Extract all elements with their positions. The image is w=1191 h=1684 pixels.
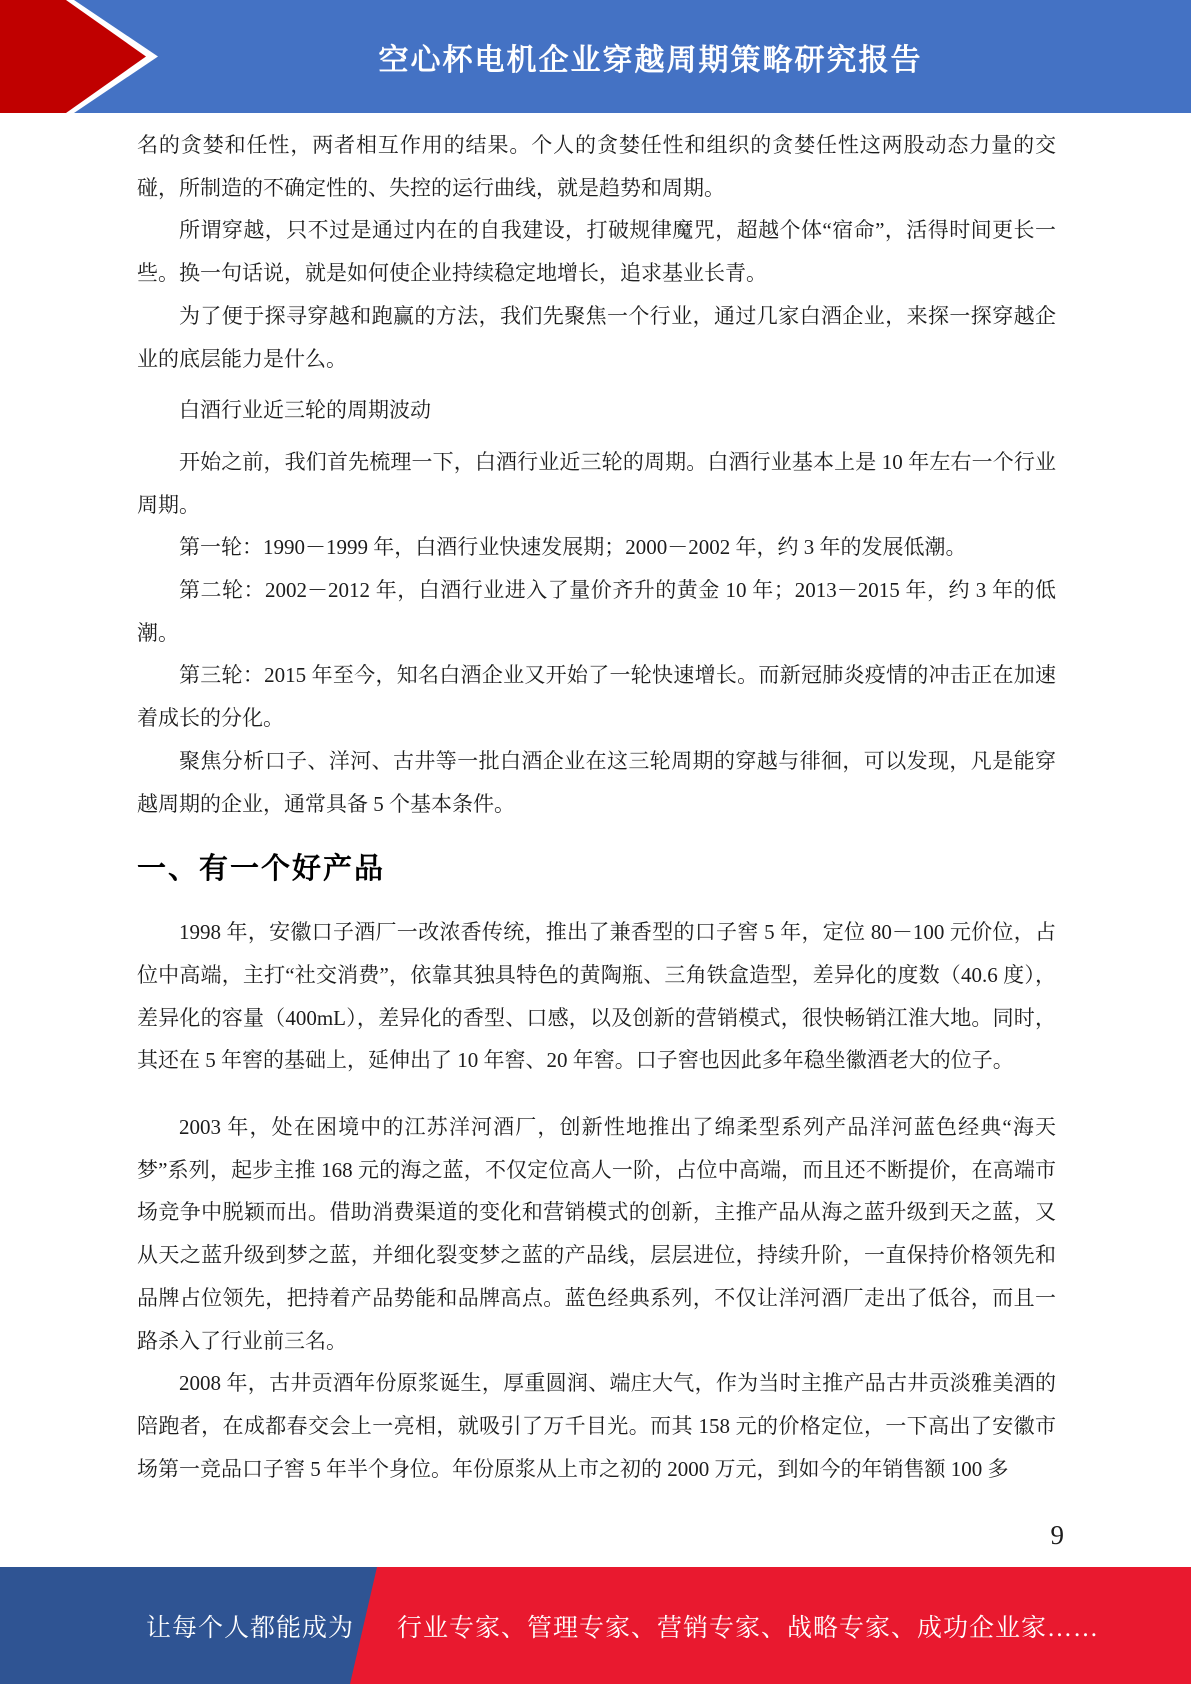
paragraph: 为了便于探寻穿越和跑赢的方法，我们先聚焦一个行业，通过几家白酒企业，来探一探穿越企业的底层能力是什么。 — [137, 303, 1056, 371]
paragraph: 开始之前，我们首先梳理一下，白酒行业近三轮的周期。白酒行业基本上是 10 年左右一个行业周期。 — [137, 449, 1056, 517]
header-banner — [0, 0, 1191, 113]
paragraph: 名的贪婪和任性，两者相互作用的结果。个人的贪婪任性和组织的贪婪任性这两股动态力量的交碰，所制造的不确定性的、失控的运行曲线，就是趋势和周期。 — [137, 133, 1056, 200]
report-title: 空心杯电机企业穿越周期策略研究报告 — [378, 43, 923, 77]
body-text — [137, 113, 1056, 1490]
footer-slogan-right: 行业专家、管理专家、营销专家、战略专家、成功企业家…… — [397, 1614, 1100, 1642]
paragraph: 聚焦分析口子、洋河、古井等一批白酒企业在这三轮周期的穿越与徘徊，可以发现，凡是能穿越周期的企业，通常具备 5 个基本条件。 — [137, 748, 1056, 816]
paragraph: 第二轮：2002－2012 年，白酒行业进入了量价齐升的黄金 10 年；2013－2015 年，约 3 年的低潮。 — [137, 578, 1056, 645]
paragraph: 2003 年，处在困境中的江苏洋河酒厂，创新性地推出了绵柔型系列产品洋河蓝色经典“海天梦”系列，起步主推 168 元的海之蓝，不仅定位高人一阶，占位中高端，而且还不断提价，在高端市场竞争中脱颖而出。借助消费渠道的变化和营销模式的创新，主推产品从海之蓝升级到天之蓝，又从天之蓝升级到梦之蓝，并细化裂变梦之蓝的产品线，层层进位，持续升阶，一直保持价格领先和品牌占位领先，把持着产品势能和品牌高点。蓝色经典系列，不仅让洋河酒厂走出了低谷，而且一路杀入了行业前三名。 — [137, 1115, 1056, 1353]
paragraph: 第一轮：1990－1999 年，白酒行业快速发展期；2000－2002 年，约 3 年的发展低潮。 — [179, 535, 967, 560]
section-label: 白酒行业近三轮的周期波动 — [179, 398, 431, 423]
red-arrow-icon — [0, 0, 170, 113]
paragraph: 第三轮：2015 年至今，知名白酒企业又开始了一轮快速增长。而新冠肺炎疫情的冲击正在加速着成长的分化。 — [137, 663, 1056, 731]
footer-slogan-left: 让每个人都能成为 — [146, 1614, 355, 1642]
footer-banner — [0, 1567, 1191, 1684]
page-number: 9 — [1050, 1520, 1064, 1550]
paragraph: 所谓穿越，只不过是通过内在的自我建设，打破规律魔咒，超越个体“宿命”，活得时间更长一些。换一句话说，就是如何使企业持续稳定地增长，追求基业长青。 — [137, 218, 1056, 286]
paragraph: 1998 年，安徽口子酒厂一改浓香传统，推出了兼香型的口子窖 5 年，定位 80－100 元价位，占位中高端，主打“社交消费”，依靠其独具特色的黄陶瓶、三角铁盒造型，差异化的度数（40.6 度），差异化的容量（400mL），差异化的香型、口感，以及创新的营销模式，很快畅销江淮大地。同时，其还在 5 年窖的基础上，延伸出了 10 年窖、20 年窖。口子窖也因此多年稳坐徽酒老大的位子。 — [137, 920, 1056, 1073]
arrow-shape — [0, 0, 146, 113]
paragraph: 2008 年，古井贡酒年份原浆诞生，厚重圆润、端庄大气，作为当时主推产品古井贡淡雅美酒的陪跑者，在成都春交会上一亮相，就吸引了万千目光。而其 158 元的价格定位，一下高出了安徽市场第一竞品口子窖 5 年半个身位。年份原浆从上市之初的 2000 万元，到如今的年销售额 100 多 — [137, 1371, 1056, 1481]
section-heading: 一、有一个好产品 — [137, 853, 386, 886]
